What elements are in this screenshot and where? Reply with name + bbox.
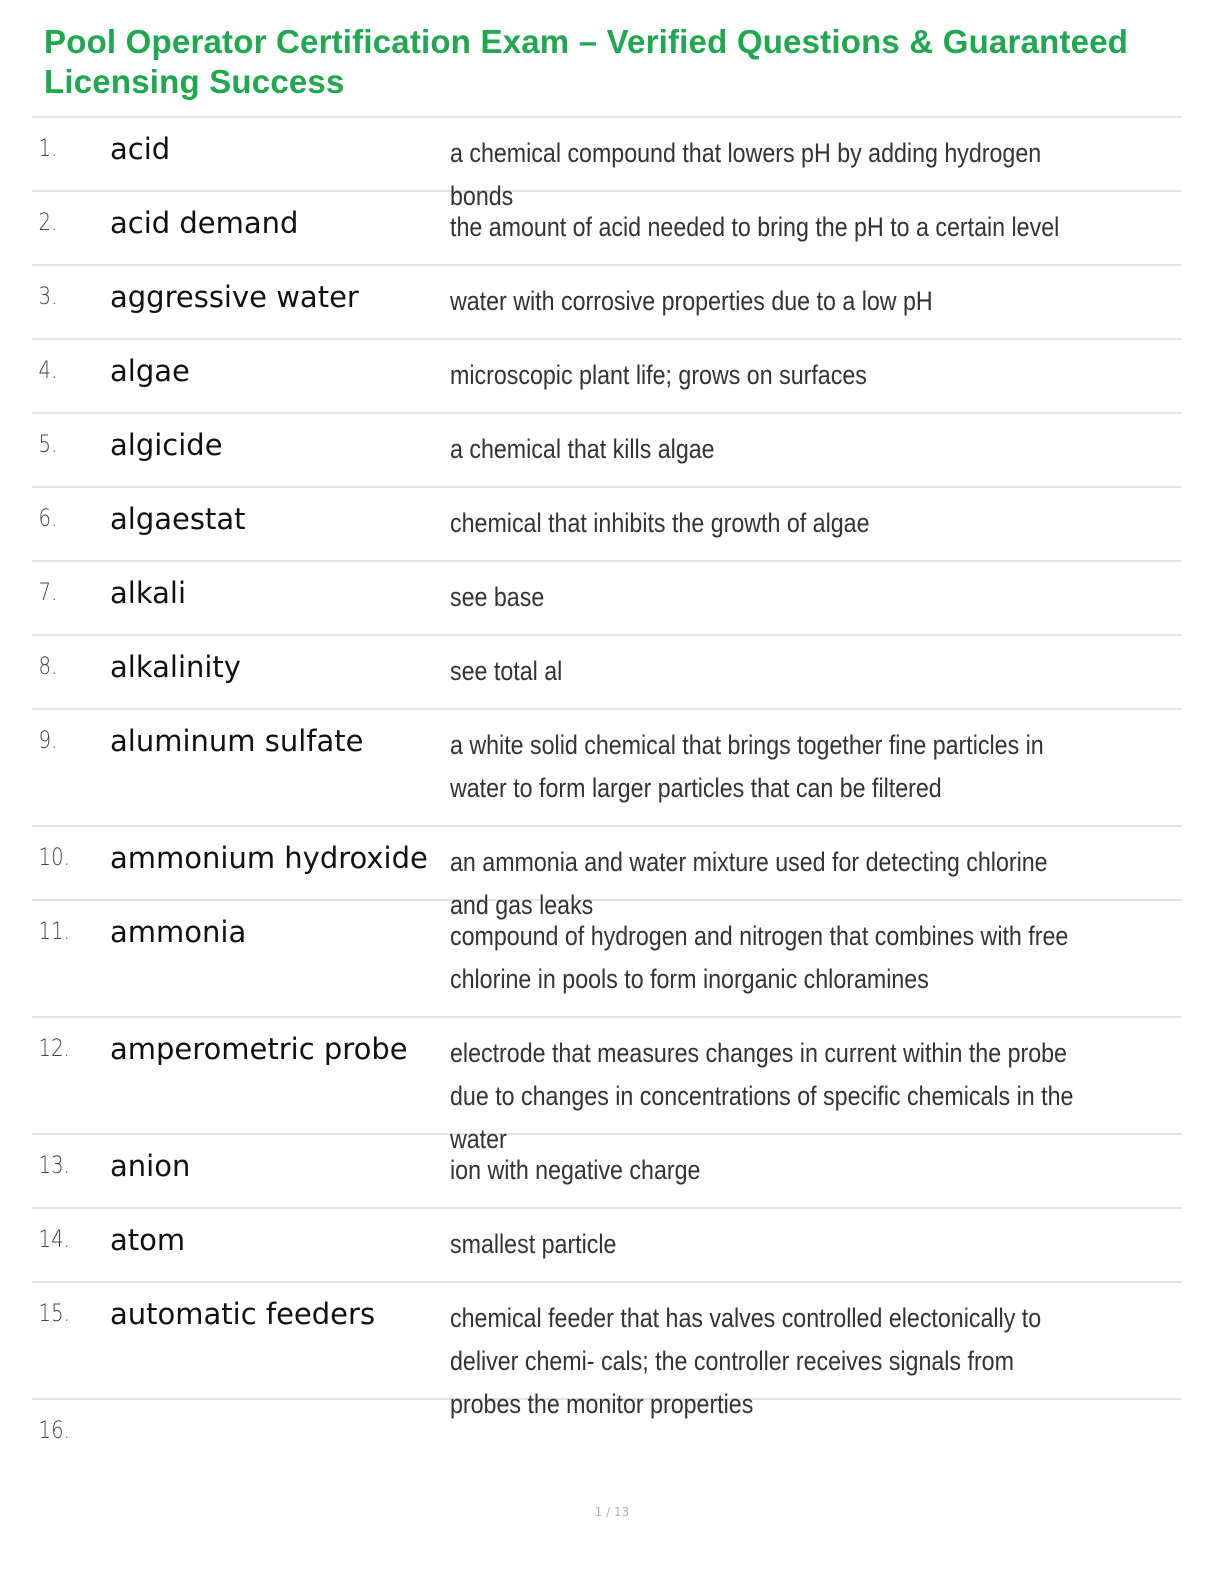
entry-definition: compound of hydrogen and nitrogen that combines with free chlorine in pools to form inorganic chloramines xyxy=(450,921,1069,994)
entry-number: 11. xyxy=(38,917,70,945)
entry-number: 2. xyxy=(38,208,58,236)
entry-term: automatic feeders xyxy=(110,1297,376,1331)
page-title: Pool Operator Certification Exam – Verified Questions & Guaranteed Licensing Success xyxy=(44,23,1129,100)
glossary-row xyxy=(32,560,1182,634)
entry-definition: see base xyxy=(450,582,545,612)
entry-definition: a chemical compound that lowers pH by adding hydrogen bonds xyxy=(450,138,1042,211)
entry-definition: an ammonia and water mixture used for detecting chlorine and gas leaks xyxy=(450,847,1048,920)
glossary-row xyxy=(32,899,1182,1016)
entry-definition: the amount of acid needed to bring the pH to a certain level xyxy=(450,212,1060,242)
entry-number: 5. xyxy=(38,430,58,458)
glossary-row xyxy=(32,1016,1182,1154)
entry-term: amperometric probe xyxy=(110,1032,408,1066)
entry-term: anion xyxy=(110,1149,191,1183)
entry-definition: chemical feeder that has valves controlled electonically to deliver chemi- cals; the controller receives signals from probes the monitor properties xyxy=(450,1303,1042,1419)
glossary-row xyxy=(32,412,1182,486)
entry-term: algae xyxy=(110,354,190,388)
glossary-row xyxy=(32,338,1182,412)
entry-number: 8. xyxy=(38,652,58,680)
glossary-row xyxy=(32,1281,1182,1419)
entry-definition: smallest particle xyxy=(450,1229,617,1259)
entry-term: acid xyxy=(110,132,171,166)
entry-number: 12. xyxy=(38,1034,70,1062)
glossary-row xyxy=(32,634,1182,708)
entry-definition: a chemical that kills algae xyxy=(450,434,715,464)
entry-number: 16. xyxy=(38,1416,70,1444)
entry-definition: see total al xyxy=(450,656,563,686)
entry-definition: electrode that measures changes in current within the probe due to changes in concentrations of specific chemicals in the water xyxy=(450,1038,1074,1154)
entry-term: atom xyxy=(110,1223,186,1257)
entry-term: aluminum sulfate xyxy=(110,724,364,758)
entry-number: 14. xyxy=(38,1225,70,1253)
glossary-row xyxy=(32,825,1182,920)
entry-number: 15. xyxy=(38,1299,70,1327)
entry-term: algaestat xyxy=(110,502,246,536)
entry-term: ammonium hydroxide xyxy=(110,841,428,875)
entry-definition: water with corrosive properties due to a low pH xyxy=(450,286,933,316)
entry-number: 7. xyxy=(38,578,58,606)
entry-number: 3. xyxy=(38,282,58,310)
entry-definition: ion with negative charge xyxy=(450,1155,701,1185)
entry-number: 13. xyxy=(38,1151,70,1179)
entry-term: ammonia xyxy=(110,915,247,949)
page-number: 1 / 13 xyxy=(594,1505,630,1519)
glossary-row xyxy=(32,708,1182,825)
glossary-row xyxy=(32,264,1182,338)
entry-term: alkalinity xyxy=(110,650,241,684)
entry-definition: a white solid chemical that brings together fine particles in water to form larger particles that can be filtered xyxy=(450,730,1044,803)
entry-number: 6. xyxy=(38,504,58,532)
glossary-row xyxy=(32,116,1182,211)
entry-term: aggressive water xyxy=(110,280,359,314)
entry-term: algicide xyxy=(110,428,223,462)
entry-definition: microscopic plant life; grows on surfaces xyxy=(450,360,867,390)
entry-term: alkali xyxy=(110,576,186,610)
entry-definition: chemical that inhibits the growth of algae xyxy=(450,508,870,538)
entry-number: 4. xyxy=(38,356,58,384)
entry-number: 1. xyxy=(38,134,58,162)
entry-term: acid demand xyxy=(110,206,299,240)
glossary-list xyxy=(32,116,1182,1478)
entry-number: 10. xyxy=(38,843,70,871)
glossary-row xyxy=(32,1207,1182,1281)
glossary-row xyxy=(32,486,1182,560)
entry-number: 9. xyxy=(38,726,58,754)
